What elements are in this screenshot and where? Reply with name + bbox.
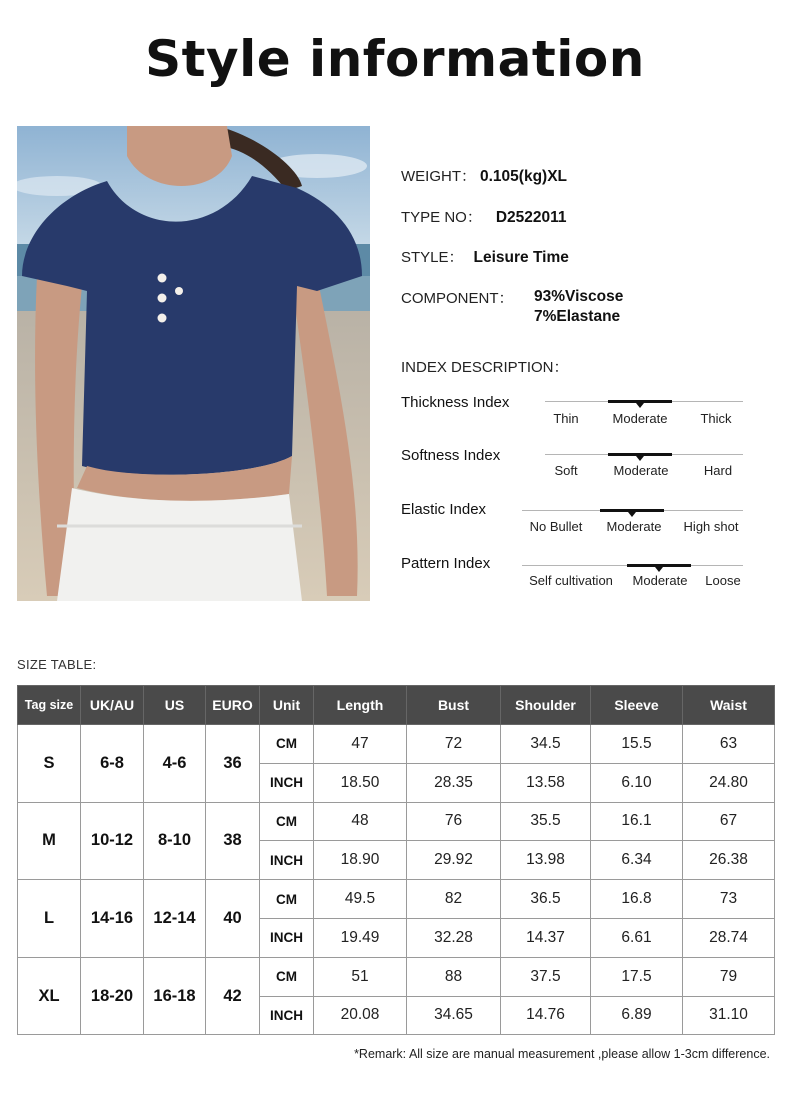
component-label: COMPONENT： <box>401 290 514 307</box>
weight-label: WEIGHT： <box>401 168 476 185</box>
type-no-label: TYPE NO： <box>401 209 482 226</box>
cell-sleeve: 6.34 <box>591 841 683 880</box>
cell-bust: 29.92 <box>407 841 501 880</box>
unit-cm: CM <box>260 880 314 919</box>
table-row <box>18 802 775 841</box>
style-label: STYLE： <box>401 249 464 266</box>
index-option-high-shot: High shot <box>683 519 739 534</box>
cell-waist: 28.74 <box>683 918 775 957</box>
component-value-1: 93%Viscose <box>534 288 624 305</box>
unit-cm: CM <box>260 957 314 996</box>
cell-bust: 28.35 <box>407 763 501 802</box>
header-unit: Unit <box>260 686 314 725</box>
cell-shoulder: 35.5 <box>501 802 591 841</box>
cell-shoulder: 37.5 <box>501 957 591 996</box>
index-option-moderate: Moderate <box>613 463 669 478</box>
cell-waist: 67 <box>683 802 775 841</box>
header-uk-au: UK/AU <box>81 686 144 725</box>
size-uk-au: 10-12 <box>81 802 144 880</box>
weight-value: 0.105(kg)XL <box>480 168 568 185</box>
size-uk-au: 18-20 <box>81 957 144 1035</box>
size-euro: 36 <box>206 725 260 803</box>
cell-waist: 79 <box>683 957 775 996</box>
size-tag: S <box>18 725 81 803</box>
cell-sleeve: 6.61 <box>591 918 683 957</box>
header-tag-size: Tag size <box>18 686 81 725</box>
index-name-pattern: Pattern Index <box>401 555 491 572</box>
unit-cm: CM <box>260 725 314 764</box>
cell-shoulder: 14.37 <box>501 918 591 957</box>
cell-length: 51 <box>314 957 407 996</box>
cell-length: 48 <box>314 802 407 841</box>
size-tag: M <box>18 802 81 880</box>
cell-length: 19.49 <box>314 918 407 957</box>
cell-sleeve: 15.5 <box>591 725 683 764</box>
spec-type-no <box>401 206 567 227</box>
header-sleeve: Sleeve <box>591 686 683 725</box>
index-option-moderate: Moderate <box>606 519 662 534</box>
spec-style <box>401 246 569 267</box>
size-table-header-row <box>18 686 775 725</box>
component-value-2: 7%Elastane <box>534 308 621 325</box>
spec-weight <box>401 165 567 186</box>
remark-note: *Remark: All size are manual measurement ,please allow 1-3cm difference. <box>354 1047 770 1061</box>
index-option-soft: Soft <box>554 463 578 478</box>
unit-inch: INCH <box>260 763 314 802</box>
header-length: Length <box>314 686 407 725</box>
header-waist: Waist <box>683 686 775 725</box>
unit-inch: INCH <box>260 841 314 880</box>
type-no-value: D2522011 <box>495 209 567 226</box>
size-uk-au: 6-8 <box>81 725 144 803</box>
cell-bust: 72 <box>407 725 501 764</box>
index-option-no-bullet: No Bullet <box>529 519 583 534</box>
size-tag: L <box>18 880 81 958</box>
size-us: 8-10 <box>144 802 206 880</box>
component-values <box>534 287 623 327</box>
cell-length: 18.50 <box>314 763 407 802</box>
size-table <box>17 685 775 1035</box>
cell-shoulder: 34.5 <box>501 725 591 764</box>
unit-cm: CM <box>260 802 314 841</box>
size-us: 4-6 <box>144 725 206 803</box>
cell-bust: 82 <box>407 880 501 919</box>
spec-component <box>401 287 514 308</box>
index-option-thin: Thin <box>553 411 579 426</box>
index-option-self-cultivation: Self cultivation <box>529 573 613 588</box>
index-name-elastic: Elastic Index <box>401 501 487 518</box>
table-row <box>18 725 775 764</box>
cell-sleeve: 6.10 <box>591 763 683 802</box>
cell-waist: 24.80 <box>683 763 775 802</box>
header-us: US <box>144 686 206 725</box>
cell-shoulder: 36.5 <box>501 880 591 919</box>
index-name-softness: Softness Index <box>401 447 501 464</box>
cell-bust: 76 <box>407 802 501 841</box>
table-row <box>18 880 775 919</box>
cell-waist: 63 <box>683 725 775 764</box>
index-pointer-elastic <box>628 512 636 517</box>
cell-waist: 26.38 <box>683 841 775 880</box>
index-name-thickness: Thickness Index <box>401 394 510 411</box>
unit-inch: INCH <box>260 996 314 1035</box>
index-option-thick: Thick <box>700 411 732 426</box>
cell-sleeve: 6.89 <box>591 996 683 1035</box>
cell-sleeve: 16.8 <box>591 880 683 919</box>
cell-waist: 73 <box>683 880 775 919</box>
size-us: 12-14 <box>144 880 206 958</box>
cell-waist: 31.10 <box>683 996 775 1035</box>
size-euro: 40 <box>206 880 260 958</box>
model-photo-illustration <box>17 126 370 601</box>
cell-shoulder: 14.76 <box>501 996 591 1035</box>
index-option-moderate: Moderate <box>632 573 688 588</box>
cell-sleeve: 17.5 <box>591 957 683 996</box>
product-photo <box>17 126 370 601</box>
cell-bust: 88 <box>407 957 501 996</box>
cell-length: 49.5 <box>314 880 407 919</box>
size-tag: XL <box>18 957 81 1035</box>
table-row <box>18 957 775 996</box>
cell-sleeve: 16.1 <box>591 802 683 841</box>
cell-length: 18.90 <box>314 841 407 880</box>
header-bust: Bust <box>407 686 501 725</box>
cell-length: 20.08 <box>314 996 407 1035</box>
size-euro: 42 <box>206 957 260 1035</box>
unit-inch: INCH <box>260 918 314 957</box>
page-title: Style information <box>145 30 645 88</box>
index-option-hard: Hard <box>703 463 733 478</box>
cell-length: 47 <box>314 725 407 764</box>
cell-shoulder: 13.58 <box>501 763 591 802</box>
header-euro: EURO <box>206 686 260 725</box>
cell-shoulder: 13.98 <box>501 841 591 880</box>
size-us: 16-18 <box>144 957 206 1035</box>
style-value: Leisure Time <box>473 249 569 266</box>
size-table-heading: SIZE TABLE: <box>17 657 97 672</box>
size-euro: 38 <box>206 802 260 880</box>
index-option-loose: Loose <box>705 573 741 588</box>
header-shoulder: Shoulder <box>501 686 591 725</box>
index-description-heading: INDEX DESCRIPTION： <box>401 359 569 376</box>
index-pointer-thickness <box>636 403 644 408</box>
cell-bust: 34.65 <box>407 996 501 1035</box>
size-uk-au: 14-16 <box>81 880 144 958</box>
index-option-moderate: Moderate <box>612 411 668 426</box>
index-pointer-softness <box>636 456 644 461</box>
cell-bust: 32.28 <box>407 918 501 957</box>
index-pointer-pattern <box>655 567 663 572</box>
